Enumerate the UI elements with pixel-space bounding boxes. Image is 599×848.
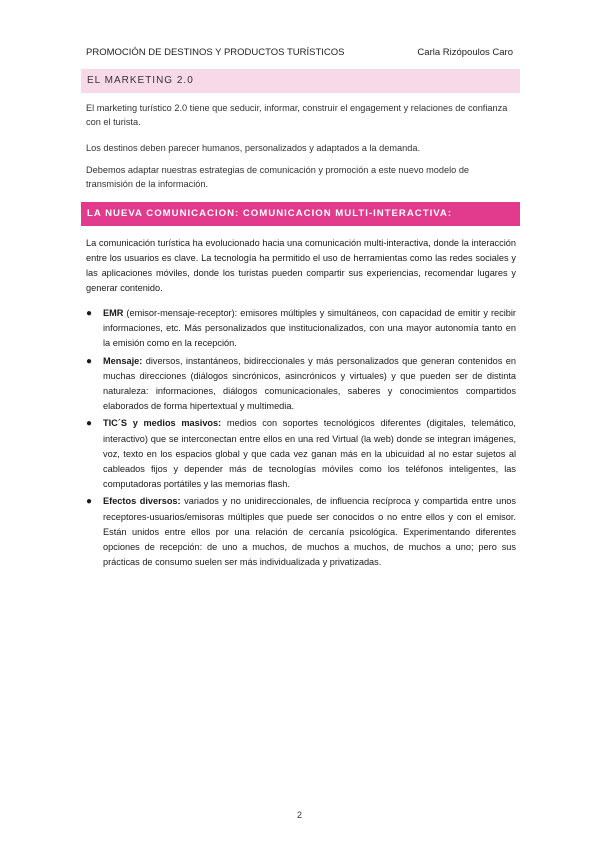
list-item — [86, 354, 516, 415]
bullet-list — [86, 306, 516, 572]
header-author: Carla Rizópoulos Caro — [417, 47, 513, 58]
list-item-term: EMR — [103, 308, 124, 318]
list-item — [86, 494, 516, 570]
list-item-term: TIC´S y medios masivos: — [103, 418, 222, 429]
list-item-term: Efectos diversos: — [103, 496, 181, 507]
bullet-icon: ● — [86, 496, 93, 508]
list-item-text: variados y no unidireccionales, de influencia recíproca y compartida entre unos receptores-usuarios/emisoras múltiples que puede ser conocidos o no entre ellos y con el emisor. Están unidos entre ellos por una relación de cercanía psicológica. Experimentando diferentes opciones de recepción: de uno a muchos, de muchos a muchos, de muchos a uno; pero sus prácticas de consumo suelen ser más individualizada y privatizadas. — [103, 496, 517, 568]
list-item-text: diversos, instantáneos, bidireccionales y más personalizados que generan contenidos en muchas direcciones (diálogos sincrónicos, asincrónicos y virtuales) y que pueden ser de distinta naturaleza: informaciones, diálogos comunicacionales, saberes y conocimientos compartidos elaborados de forma hipertextual y multimedia. — [103, 355, 516, 412]
list-item — [86, 416, 516, 492]
list-item-term: Mensaje: — [103, 355, 143, 366]
page-header — [86, 47, 513, 58]
list-item-text: medios con soportes tecnológicos diferentes (digitales, telemático, interactivo) que se interconectan entre ellos en una red Virtual (la web) donde se integran imágenes, voz, texto en los espacios global y que cada vez ganan más en la ubicuidad al no estar sujetos al cableados fijos y depender más de tecnologías móviles como los teléfonos inteligentes, las computadoras portátiles y las memorias flash. — [103, 418, 516, 490]
bullet-icon: ● — [86, 418, 93, 430]
paragraph: El marketing turístico 2.0 tiene que seducir, informar, construir el engagement y relaciones de confianza con el turista. — [86, 103, 508, 127]
paragraph: Los destinos deben parecer humanos, personalizados y adaptados a la demanda. — [86, 143, 421, 153]
bullet-icon: ● — [86, 355, 93, 367]
list-item — [86, 306, 516, 352]
header-course-title: PROMOCIÓN DE DESTINOS Y PRODUCTOS TURÍSTICOS — [86, 47, 345, 58]
paragraph: Debemos adaptar nuestras estrategias de comunicación y promoción a este nuevo modelo de transmisión de la información. — [86, 165, 470, 189]
intro-paragraph: La comunicación turística ha evolucionado hacia una comunicación multi-interactiva, donde la interacción entre los usuarios es clave. La tecnología ha permitido el uso de herramientas como las redes sociales y las aplicaciones móviles, donde los turistas pueden compartir sus experiencias, recomendar lugares y generar contenido. — [86, 238, 516, 293]
page-number: 2 — [296, 810, 302, 820]
section-heading-communication: LA NUEVA COMUNICACION: COMUNICACION MULTI-INTERACTIVA: — [81, 202, 520, 226]
list-item-text: (emisor-mensaje-receptor): emisores múltiples y simultáneos, con capacidad de emitir y recibir informaciones, etc. Más personalizados que institucionalizados, con una mayor autonomía tanto en la emisión como en la recepción. — [103, 308, 516, 349]
bullet-icon: ● — [86, 308, 93, 319]
section-heading-marketing: EL MARKETING 2.0 — [81, 69, 520, 93]
